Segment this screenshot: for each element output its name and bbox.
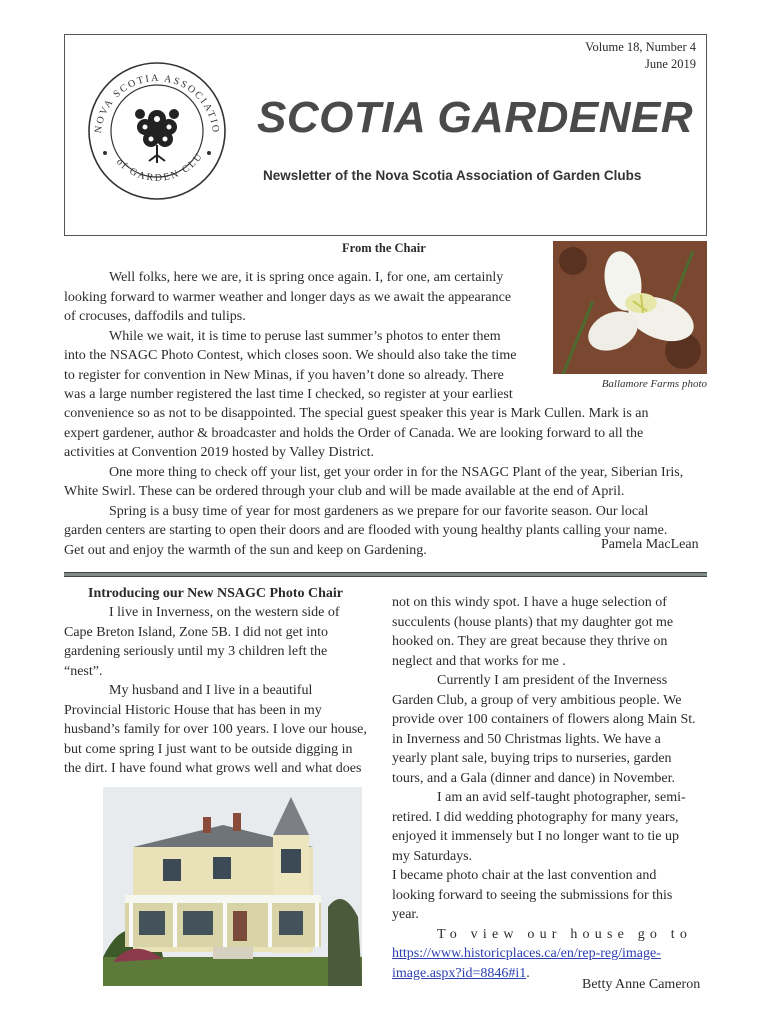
svg-text:of GARDEN CLUBS: of GARDEN CLU (113, 150, 206, 184)
text-line: Cape Breton Island, Zone 5B. I did not get into (64, 624, 329, 640)
text-line: garden centers are starting to open their doors and are flooded with young healthy plants calling your name. (64, 523, 668, 538)
historic-places-link-cont[interactable]: image.aspx?id=8846#i1 (392, 965, 527, 981)
section-heading-from-the-chair: From the Chair (342, 241, 426, 255)
issue-info (585, 39, 696, 73)
text-line: year. (392, 907, 419, 922)
iris-photo (553, 241, 707, 374)
svg-text:NOVA SCOTIA ASSOCIATION: NOVA SCOTIA ASSOCIATIO (93, 72, 222, 135)
text-line: not on this windy spot. I have a huge selection of (392, 595, 667, 610)
text-line: While we wait, it is time to peruse last summer’s photos to enter them (109, 328, 501, 344)
text-line: tours, and a Gala (dinner and dance) in November. (392, 770, 676, 786)
text-line: provide over 100 containers of flowers along Main St. (392, 712, 696, 727)
text-line: I became photo chair at the last convention and (392, 868, 657, 883)
historic-places-link[interactable]: https://www.historicplaces.ca/en/rep-reg/image- (392, 946, 661, 961)
text-line: expert gardener, author & broadcaster and holds the Order of Canada. We are looking forward to all the (64, 425, 644, 441)
historic-house-photo (103, 787, 362, 986)
link-period: . (526, 965, 530, 981)
text-line: My husband and I live in a beautiful (109, 683, 313, 698)
volume-number: Volume 18, Number 4 (585, 40, 696, 54)
photo-caption: Ballamore Farms photo (601, 378, 707, 390)
text-line: Provincial Historic House that has been in my (64, 702, 322, 718)
text-line: in Inverness and 50 Christmas lights. We have a (392, 731, 661, 747)
text-line: Currently I am president of the Inverness (437, 673, 668, 688)
photo-chair-right-column (392, 593, 708, 983)
masthead-box (64, 34, 707, 236)
text-line: retired. I did wedding photography for many years, (392, 809, 679, 825)
text-line: Well folks, here we are, it is spring once again. I, for one, am certainly (109, 270, 504, 285)
text-line: activities at Convention 2019 hosted by Valley District. (64, 445, 375, 460)
photo-chair-left-column (64, 603, 380, 779)
issue-date: June 2019 (644, 57, 696, 71)
text-line: husband’s family for over 100 years. I love our house, (64, 722, 367, 737)
text-line: To view our house go to (437, 926, 693, 942)
text-line: I live in Inverness, on the western side of (109, 605, 340, 620)
text-line: but come spring I just want to be outside digging in (64, 741, 353, 757)
text-line: “nest”. (64, 663, 103, 679)
text-line: succulents (house plants) that my daughter got me (392, 614, 674, 630)
text-line: Spring is a busy time of year for most gardeners as we prepare for our favorite season. Our local (109, 503, 649, 519)
text-line: yearly plant sale, buying trips to nurseries, garden (392, 751, 672, 766)
text-line: looking forward to seeing the submissions for this (392, 887, 673, 903)
text-line: my Saturdays. (392, 848, 473, 864)
text-line: I am an avid self-taught photographer, semi- (437, 790, 686, 805)
section-divider (64, 572, 707, 577)
text-line: looking forward to warmer weather and longer days as we await the appearance (64, 289, 512, 305)
text-line: gardening seriously until my 3 children left the (64, 644, 328, 659)
chair-signature: Pamela MacLean (601, 537, 699, 552)
text-line: into the NSAGC Photo Contest, which closes soon. We should also take the time (64, 348, 517, 363)
text-line: convenience so as not to be disappointed. The special guest speaker this year is Mark Cullen. Mark is an (64, 406, 649, 421)
section-heading-photo-chair: Introducing our New NSAGC Photo Chair (88, 586, 344, 601)
text-line: the dirt. I have found what grows well and what does (64, 761, 362, 776)
text-line: neglect and that works for me . (392, 653, 566, 669)
photo-chair-signature: Betty Anne Cameron (582, 977, 701, 992)
newsletter-title: SCOTIA GARDENER (257, 93, 694, 142)
text-line: Garden Club, a group of very ambitious people. We (392, 692, 682, 708)
chair-text-narrow (64, 268, 544, 405)
text-line: Get out and enjoy the warmth of the sun and keep on Gardening. (64, 542, 427, 558)
text-line: One more thing to check off your list, get your order in for the NSAGC Plant of the year, Siberian Iris, (109, 464, 684, 480)
text-line: was a large number registered the last time I checked, so register at your earliest (64, 387, 513, 402)
newsletter-subtitle: Newsletter of the Nova Scotia Association of Garden Clubs (263, 168, 642, 183)
association-seal-logo (85, 59, 229, 203)
text-line: White Swirl. These can be ordered through your club and will be made available at the end of April. (64, 484, 625, 499)
text-line: of crocuses, daffodils and tulips. (64, 309, 246, 324)
text-line: enjoyed it immensely but I no longer want to tie up (392, 829, 679, 844)
text-line: hooked on. They are great because they thrive on (392, 634, 668, 649)
text-line: to register for convention in New Minas, if you haven’t done so already. There (64, 367, 504, 383)
